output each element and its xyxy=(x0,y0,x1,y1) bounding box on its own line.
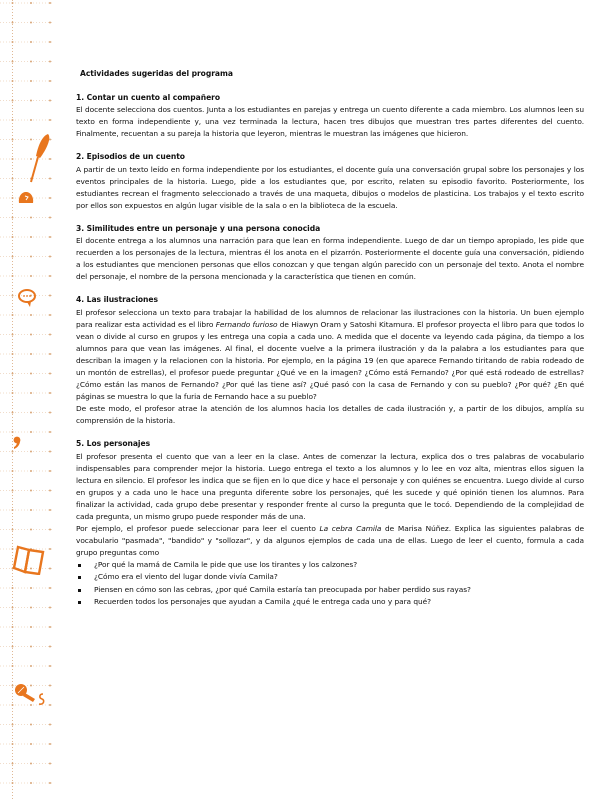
question-list xyxy=(76,559,584,607)
section-paragraph: De este modo, el profesor atrae la atención de los alumnos hacia los detalles de cada ilustración y, a partir de los dibujos, amplía su comprensión de la historia. xyxy=(76,404,584,426)
section-heading: 3. Similitudes entre un personaje y una persona conocida xyxy=(76,223,321,233)
list-item: Recuerden todos los personajes que ayudan a Camila ¿qué le entrega cada uno y para qué? xyxy=(76,596,584,608)
section-paragraph xyxy=(76,523,584,559)
section-ilustraciones xyxy=(76,294,584,427)
book-title: La cebra Camila xyxy=(319,524,382,534)
section-contar-cuento xyxy=(76,92,584,140)
decorative-margin xyxy=(0,0,60,800)
document-title: Actividades sugeridas del programa xyxy=(80,69,233,78)
book-title: Fernando furioso xyxy=(215,319,278,329)
section-heading: 4. Las ilustraciones xyxy=(76,295,158,305)
section-personajes xyxy=(76,438,584,607)
list-item: Piensen en cómo son las cebras, ¿por qué Camila estaría tan preocupada por haber perdido sus rayas? xyxy=(76,584,584,596)
text: de Marisa Núñez. Explica las siguientes palabras de vocabulario "pasmada", "bandido" y "sollozar", y da algunos ejemplos de cada una de ellas. Luego de leer el cuento, formula a cada grupo preguntas como xyxy=(76,524,584,558)
section-paragraph: El docente entrega a los alumnos una narración para que lean en forma independiente. Luego de dar un tiempo apropiado, les pide que recuerden a los personajes de la lectura, mientras él los anota en el pizarrón. Posteriormente el docente guía una conversación, pidiendo a los estudiantes que mencionen personas que ellos conozcan y que tengan algún parecido con un personaje del texto. Anota el nombre del personaje, el nombre de la persona mencionada y la característica que tienen en común. xyxy=(76,236,584,282)
open-book-icon xyxy=(12,545,46,575)
section-paragraph: El docente selecciona dos cuentos. Junta a los estudiantes en parejas y entrega un cuento diferente a cada miembro. Los alumnos leen su texto en forma independiente y, una vez terminada la lectura, hacen tres dibujos que muestran tres partes diferentes del cuento. Finalmente, recuentan a su pareja la historia que leyeron, mientras le muestran las imágenes que hicieron. xyxy=(76,105,584,139)
section-paragraph xyxy=(76,307,584,404)
document-content xyxy=(76,68,584,619)
speech-bubble-icon xyxy=(17,288,37,308)
margin-grid xyxy=(0,0,60,800)
section-heading: 5. Los personajes xyxy=(76,439,151,449)
list-item: ¿Por qué la mamá de Camila le pide que use los tirantes y los calzones? xyxy=(76,559,584,571)
text: de Hiawyn Oram y Satoshi Kitamura. El profesor proyecta el libro para que todos lo vean o divide al curso en grupos y les entrega una copia a cada uno. A medida que el docente va leyendo cada página, da tiempo a los alumnos para que vean las imágenes. Al final, el docente vuelve a la primera ilustración y da la palabra a los estudiantes para que describan la imagen y la relacionen con la historia. Por ejemplo, en la página 19 (en que aparece Fernando tiritando de rabia rodeado de un montón de estrellas), el profesor puede preguntar ¿Qué ve en la imagen? ¿Cómo está Fernando? ¿Por qué está rodeado de estrellas? ¿Cómo están las manos de Fernando? ¿Por qué las tiene así? ¿Qué pasó con la casa de Fernando y con su pueblo? ¿Por qué? ¿En qué páginas se muestra lo que la furia de Fernando hace a su pueblo? xyxy=(76,319,584,402)
section-heading: 1. Contar un cuento al compañero xyxy=(76,93,221,103)
text: Por ejemplo, el profesor puede seleccionar para leer el cuento xyxy=(76,524,320,534)
section-similitudes xyxy=(76,223,584,283)
comma-icon xyxy=(12,436,22,450)
inkwell-icon xyxy=(17,190,35,204)
list-item: ¿Cómo era el viento del lugar donde vivía Camila? xyxy=(76,571,584,583)
section-episodios xyxy=(76,151,584,211)
quill-pen-icon xyxy=(26,132,52,184)
section-paragraph: A partir de un texto leído en forma independiente por los estudiantes, el docente guía una conversación grupal sobre los personajes y los eventos principales de la historia. Luego, pide a los estudiantes que, por escrito, relaten su episodio favorito. Posteriormente, los estudiantes recrean el fragmento seleccionado a través de una maqueta, dibujos o modelos de plasticina. Los trabajos y el texto escrito por ellos son expuestos en algún lugar visible de la sala o en la biblioteca de la escuela. xyxy=(76,164,584,210)
section-heading: 2. Episodios de un cuento xyxy=(76,152,185,162)
text: El profesor selecciona un texto para trabajar la habilidad de los alumnos de relacionar las ilustraciones con la historia. Un buen ejemplo para realizar esta actividad es el libro xyxy=(76,307,584,329)
section-paragraph: El profesor presenta el cuento que van a leer en la clase. Antes de comenzar la lectura, explica dos o tres palabras de vocabulario indispensables para comprender mejor la historia. Luego entrega el texto a los alumnos y lo lee en voz alta, mientras ellos siguen la lectura en silencio. El profesor les indica que se fijen en lo que dice y hace el personaje y con quiénes se encuentra. Luego divide al curso en grupos y a cada uno le hace una pregunta diferente sobre los personajes, qué les sucede y qué opinión tienen los alumnos. Para finalizar la actividad, cada grupo debe presentar y responder frente al curso la pregunta que le tocó. Dependiendo de la complejidad de cada pregunta, un mismo grupo puede responder más de una. xyxy=(76,451,584,521)
microphone-icon xyxy=(13,683,47,709)
